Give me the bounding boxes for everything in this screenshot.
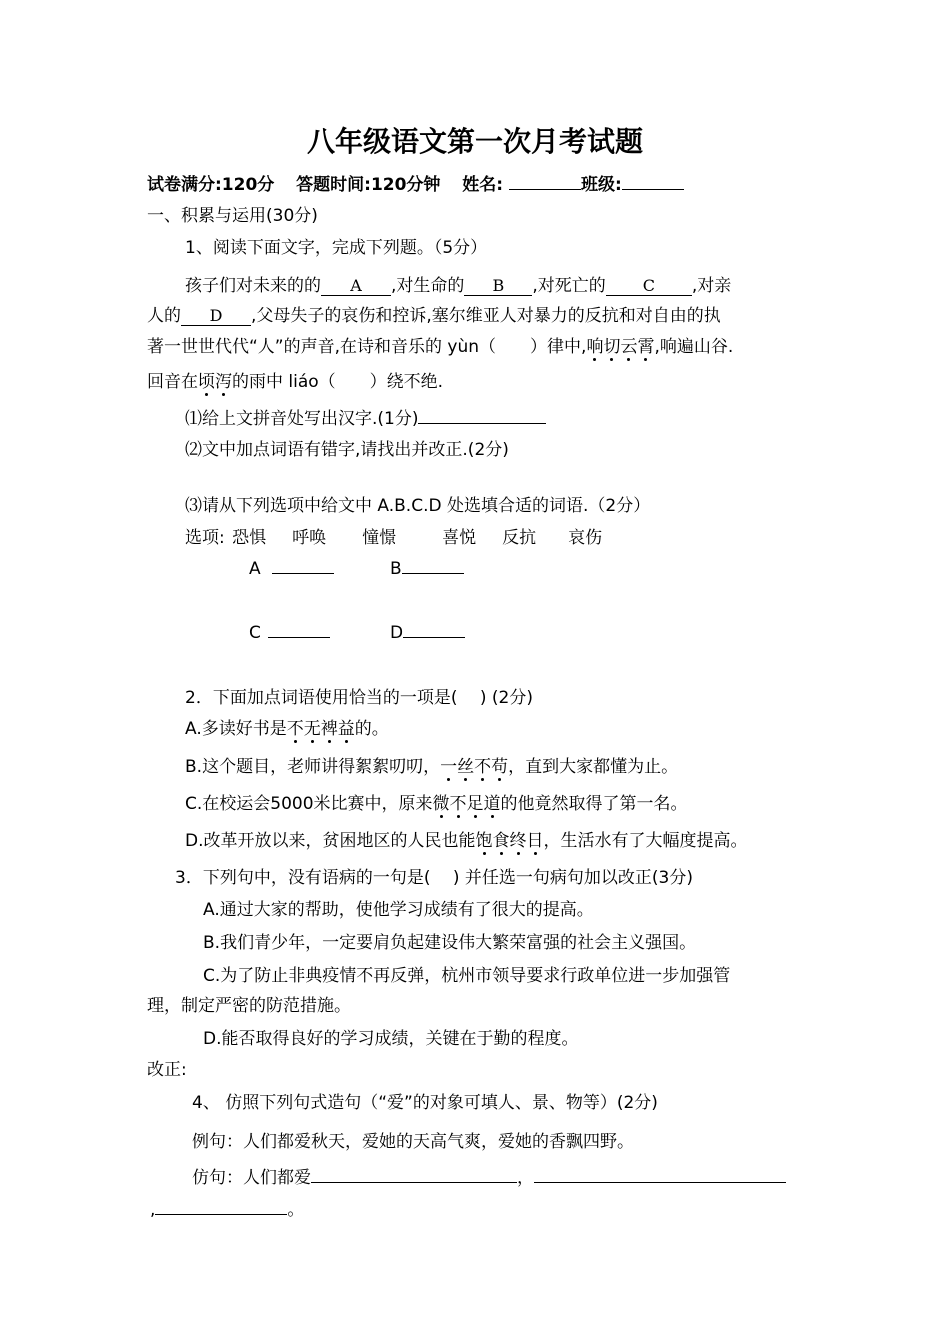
- answer-a: [249, 555, 334, 579]
- dotted-char: 道: [484, 789, 501, 814]
- option-item: 恐惧: [232, 528, 267, 548]
- passage-text: ,对死亡的: [532, 276, 606, 296]
- passage-text: 孩子们对未来的的: [185, 276, 321, 296]
- class-label: 班级:: [581, 175, 622, 195]
- q2-option-c: [185, 789, 688, 814]
- blank-d[interactable]: D: [181, 307, 251, 326]
- q4-imitate-line: [192, 1163, 786, 1188]
- option-item: 呼唤: [292, 528, 327, 548]
- sub1-text: ⑴给上文拼音处写出汉字.(1分): [185, 409, 419, 429]
- imitate-period: 。: [287, 1200, 305, 1220]
- option-text: D.改革开放以来，贫困地区的人民也能: [185, 831, 476, 851]
- dotted-char: 足: [467, 789, 484, 814]
- exam-meta: [147, 170, 684, 195]
- passage-text: 著一世世代代“人”的声音,在诗和音乐的 yùn（ ）律中,: [147, 337, 587, 357]
- dotted-char: 不: [474, 752, 491, 777]
- q3-option-b: B.我们青少年，一定要肩负起建设伟大繁荣富强的社会主义强国。: [203, 933, 697, 953]
- option-text: 的他竟然取得了第一名。: [500, 794, 688, 814]
- dotted-char: 云: [620, 332, 637, 357]
- passage-text: 回音在: [147, 372, 198, 392]
- section-heading: [147, 201, 318, 226]
- dotted-char: 日: [527, 826, 544, 851]
- passage-text: ,对亲: [691, 276, 732, 296]
- option-item: 哀伤: [568, 528, 603, 548]
- passage-text: ,父母失子的哀伤和控诉,塞尔维亚人对暴力的反抗和对自由的执: [251, 306, 721, 326]
- q2-prompt: 2．下面加点词语使用恰当的一项是( ) (2分): [185, 688, 533, 708]
- option-item: 喜悦: [442, 528, 477, 548]
- passage-text: ,响遍山谷.: [654, 337, 734, 357]
- q3-option-c-line2: 理，制定严密的防范措施。: [147, 996, 351, 1016]
- blank-c[interactable]: C: [606, 277, 692, 296]
- answer-d: [390, 619, 465, 643]
- blank-a[interactable]: A: [321, 277, 391, 296]
- name-label: 姓名:: [462, 175, 504, 195]
- section-heading-text: 一、积累与运用(30分): [147, 206, 318, 226]
- q1-sub3: ⑶请从下列选项中给文中 A.B.C.D 处选填合适的词语.（2分）: [185, 496, 651, 516]
- dotted-char: 不: [287, 714, 304, 739]
- q3-option-a: A.通过大家的帮助，使他学习成绩有了很大的提高。: [203, 900, 594, 920]
- dotted-char: 霄: [637, 332, 654, 357]
- dotted-char: 不: [450, 789, 467, 814]
- imitate-lead-comma: ,: [150, 1200, 156, 1220]
- option-text: 的。: [354, 719, 389, 739]
- q3-fix-label: 改正:: [147, 1060, 187, 1080]
- answer-c: [249, 619, 330, 643]
- q1-passage-line-4: [147, 367, 443, 392]
- answer-c-line[interactable]: [268, 619, 330, 638]
- sub1-answer-line[interactable]: [418, 405, 546, 424]
- answer-d-line[interactable]: [403, 619, 465, 638]
- dotted-char: 益: [338, 714, 355, 739]
- q3-option-c-line1: C.为了防止非典疫情不再反弹，杭州市领导要求行政单位进一步加强管: [203, 966, 731, 986]
- imitate-label: 仿句：人们都爱: [192, 1168, 311, 1188]
- q4-example: 例句：人们都爱秋天，爱她的天高气爽，爱她的香飘四野。: [192, 1132, 634, 1152]
- dotted-char: 丝: [457, 752, 474, 777]
- q1-options: [185, 523, 602, 548]
- option-text: B.这个题目，老师讲得絮絮叨叨，: [185, 757, 441, 777]
- passage-text: ,对生命的: [391, 276, 465, 296]
- class-field[interactable]: [622, 171, 684, 190]
- option-item: 反抗: [502, 528, 537, 548]
- option-text: C.在校运会5000米比赛中，原来: [185, 794, 433, 814]
- option-text: ，生活水有了大幅度提高。: [543, 831, 748, 851]
- option-text: ，直到大家都懂为止。: [508, 757, 679, 777]
- answer-d-label: D: [390, 623, 404, 643]
- answer-c-label: C: [249, 623, 261, 643]
- q4-imitate-end: [150, 1195, 304, 1220]
- dotted-char: 饱: [476, 826, 493, 851]
- answer-b: [390, 555, 464, 579]
- dotted-char: 微: [433, 789, 450, 814]
- q1-passage-line-2: [147, 301, 721, 326]
- option-text: A.多读好书是: [185, 719, 287, 739]
- options-label: 选项:: [185, 528, 225, 548]
- dotted-char: 泻: [215, 367, 232, 392]
- q2-option-a: [185, 714, 389, 739]
- q4-prompt: 4、 仿照下列句式造句（“爱”的对象可填人、景、物等）(2分): [192, 1093, 658, 1113]
- imitate-blank-1[interactable]: [311, 1164, 517, 1183]
- q1-passage-line-1: [185, 271, 731, 296]
- q1-prompt: 1、阅读下面文字，完成下列题。（5分）: [185, 238, 488, 258]
- q1-sub2: ⑵文中加点词语有错字,请找出并改正.(2分): [185, 440, 509, 460]
- dotted-char: 一: [440, 752, 457, 777]
- dotted-char: 顷: [198, 367, 215, 392]
- imitate-blank-3[interactable]: [155, 1196, 287, 1215]
- passage-text: 人的: [147, 306, 181, 326]
- dotted-char: 苟: [491, 752, 508, 777]
- answer-b-label: B: [390, 559, 402, 579]
- answer-a-line[interactable]: [272, 555, 334, 574]
- page-title: 八年级语文第一次月考试题: [306, 125, 643, 158]
- dotted-char: 裨: [321, 714, 338, 739]
- q1-sub1: [185, 404, 546, 429]
- q2-option-b: [185, 752, 678, 777]
- full-score: 试卷满分:120分: [147, 175, 275, 195]
- dotted-char: 无: [304, 714, 321, 739]
- q3-prompt: 3．下列句中，没有语病的一句是( ) 并任选一句病句加以改正(3分): [175, 868, 693, 888]
- q3-option-d: D.能否取得良好的学习成绩，关键在于勤的程度。: [203, 1029, 579, 1049]
- dotted-char: 食: [493, 826, 510, 851]
- name-field[interactable]: [509, 171, 581, 190]
- q1-passage-line-3: [147, 332, 733, 357]
- answer-a-label: A: [249, 559, 261, 579]
- blank-b[interactable]: B: [464, 277, 532, 296]
- dotted-char: 响: [586, 332, 603, 357]
- answer-b-line[interactable]: [402, 555, 464, 574]
- passage-text: 的雨中 liáo（ ）绕不绝.: [232, 372, 444, 392]
- q2-option-d: [185, 826, 748, 851]
- imitate-comma: ，: [517, 1168, 534, 1188]
- imitate-blank-2[interactable]: [534, 1164, 786, 1183]
- exam-time: 答题时间:120分钟: [296, 175, 441, 195]
- dotted-char: 切: [603, 332, 620, 357]
- dotted-char: 终: [510, 826, 527, 851]
- option-item: 憧憬: [362, 528, 397, 548]
